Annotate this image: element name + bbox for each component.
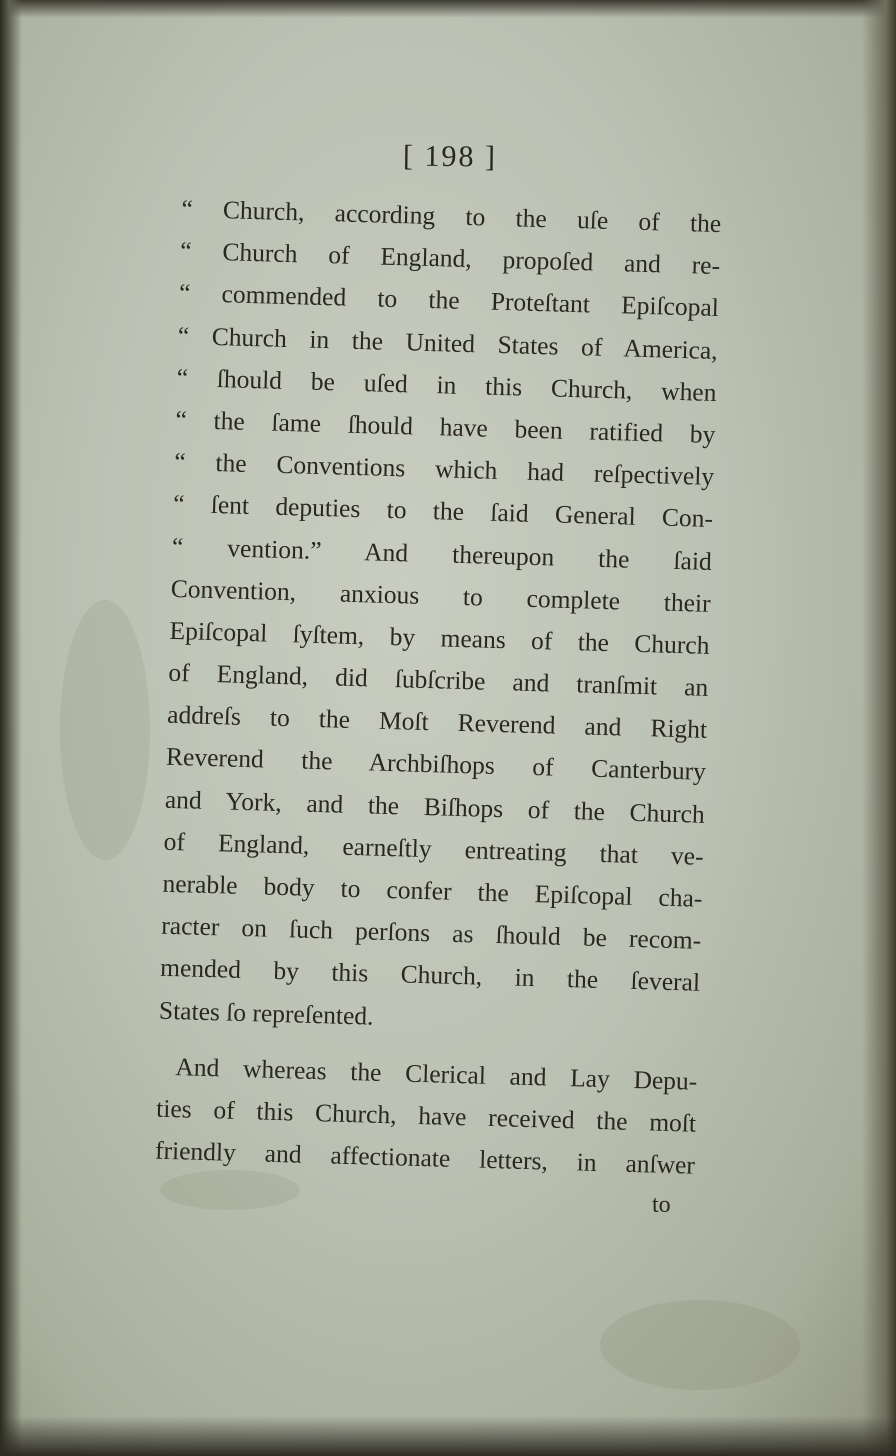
binding-shadow [0,0,22,1456]
page-edge-shadow [862,0,896,1456]
text-line: States ſo repreſented. [158,995,374,1031]
catchword: to [652,1192,671,1218]
text-line: Reverend the Archbiſhops of Canterbury [165,742,707,787]
paper-stain [600,1300,800,1390]
paragraph [158,188,721,1046]
text-line: “ vention.” And thereupon the ſaid [171,531,713,576]
text-line: “ ſhould be uſed in this Church, when [176,362,717,407]
text-line: “ Church in the United States of America, [177,320,719,365]
text-line: and York, and the Biſhops of the Church [164,784,706,829]
text-line: Epiſcopal ſyſtem, by means of the Church [169,615,710,660]
text-line: Convention, anxious to complete their [170,573,712,618]
text-line: of England, did ſubſcribe and tranſmit an [168,657,709,702]
text-line: ties of this Church, have received the moſt [155,1093,697,1138]
text-line: “ Church of England, propoſed and re- [179,236,721,281]
body-text [155,188,722,1187]
text-line: addreſs to the Moſt Reverend and Right [166,700,708,745]
text-line: “ the Conventions which had reſpectively [173,447,715,492]
page-bottom-shadow [0,1416,896,1456]
text-line: of England, earneſtly entreating that ve- [163,826,704,871]
text-line: “ the ſame ſhould have been ratified by [175,404,716,449]
text-line: friendly and affectionate letters, in anſwer [154,1135,696,1180]
paragraph [155,1045,698,1187]
text-line: And whereas the Clerical and Lay Depu- [175,1051,698,1096]
paper-stain [160,1170,300,1210]
text-line: “ Church, according to the uſe of the [181,193,722,239]
page-top-shadow [0,0,896,18]
page-number: [ 198 ] [402,139,498,174]
paper-stain [60,600,150,860]
text-line: racter on ſuch perſons as ſhould be recom- [160,910,702,955]
text-line: mended by this Church, in the ſeveral [159,953,701,998]
text-line: “ commended to the Proteſtant Epiſcopal [178,278,720,323]
text-line: “ ſent deputies to the ſaid General Con- [172,489,714,534]
text-line: nerable body to confer the Epiſcopal cha- [162,868,703,913]
